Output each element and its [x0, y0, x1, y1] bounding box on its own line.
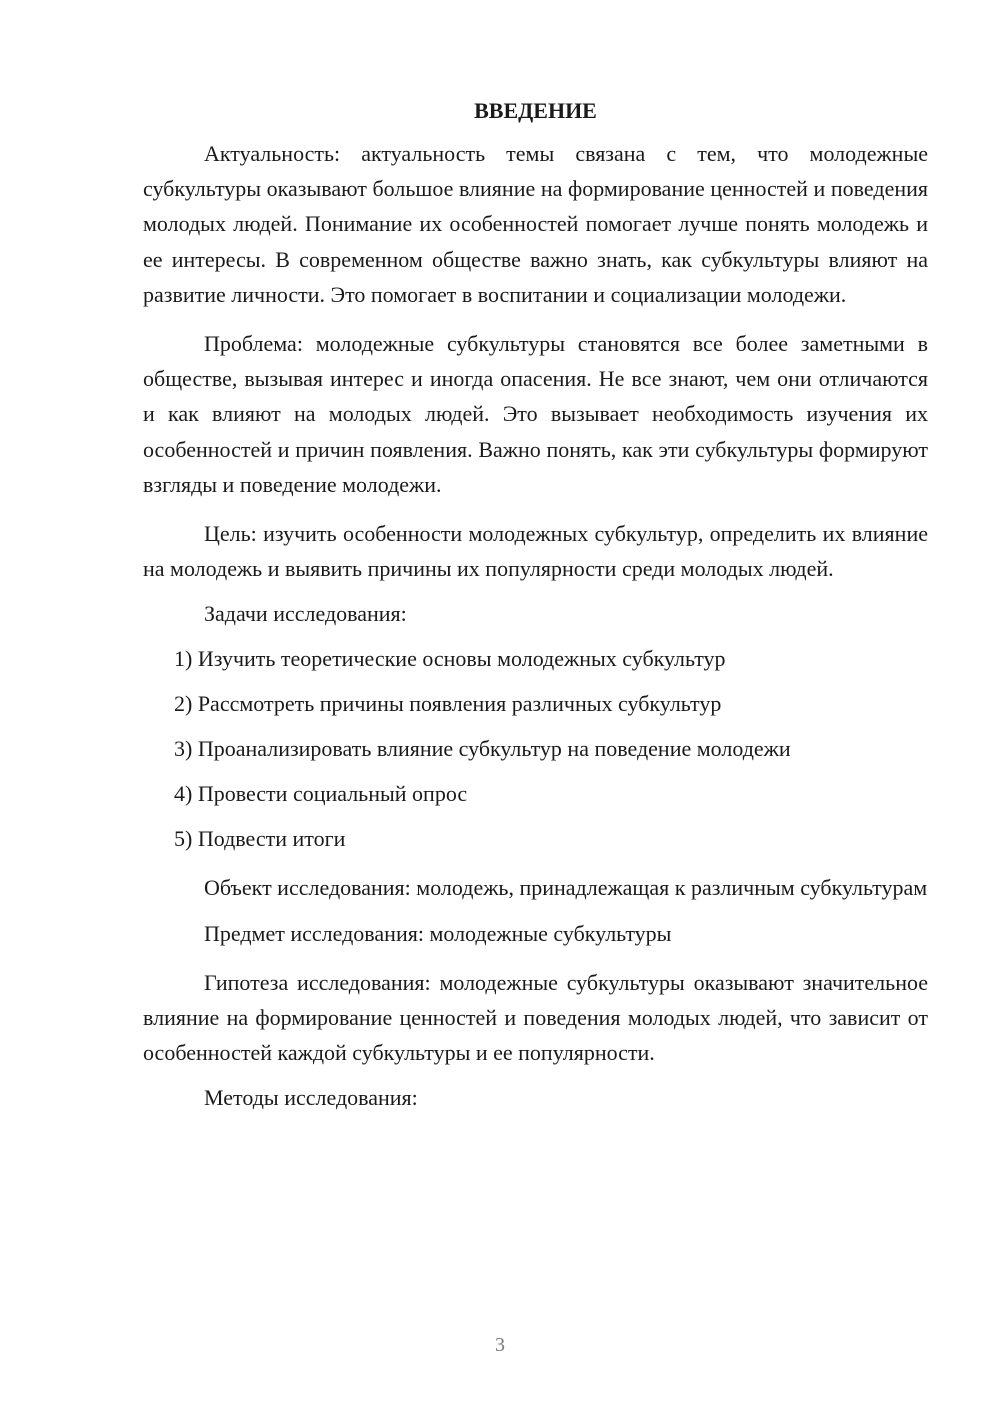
tasks-list: [143, 645, 928, 853]
list-item: 3) Проанализировать влияние субкультур на поведение молодежи: [174, 736, 791, 762]
list-item: 5) Подвести итоги: [174, 826, 346, 852]
tasks-heading: Задачи исследования:: [204, 601, 407, 627]
list-item: 1) Изучить теоретические основы молодежных субкультур: [174, 646, 726, 672]
page-content: [143, 96, 928, 1129]
list-item: 4) Провести социальный опрос: [174, 781, 468, 807]
hypothesis-paragraph: Гипотеза исследования: молодежные субкультуры оказывают значительное влияние на формирование ценностей и поведения молодых людей, что зависит от особенностей каждой субкультуры и ее популярности.: [143, 969, 928, 1066]
relevance-paragraph: Актуальность: актуальность темы связана с тем, что молодежные субкультуры оказывают большое влияние на формирование ценностей и поведения молодых людей. Понимание их особенностей помогает лучше понять молодежь и ее интересы. В современном обществе важно знать, как субкультуры влияют на развитие личности. Это помогает в воспитании и социализации молодежи.: [143, 141, 928, 307]
methods-heading: Методы исследования:: [204, 1085, 418, 1111]
problem-paragraph: Проблема: молодежные субкультуры становятся все более заметными в обществе, вызывая интерес и иногда опасения. Не все знают, чем они отличаются и как влияют на молодых людей. Это вызывает необходимость изучения их особенностей и причин появления. Важно понять, как эти субкультуры формируют взгляды и поведение молодежи.: [143, 331, 928, 497]
object-paragraph: Объект исследования: молодежь, принадлежащая к различным субкультурам: [204, 875, 928, 901]
section-title: ВВЕДЕНИЕ: [474, 98, 597, 123]
list-item: 2) Рассмотреть причины появления различных субкультур: [174, 691, 722, 717]
goal-paragraph: Цель: изучить особенности молодежных субкультур, определить их влияние на молодежь и выявить причины их популярности среди молодых людей.: [143, 521, 928, 582]
page-number: 3: [495, 1334, 505, 1356]
subject-paragraph: Предмет исследования: молодежные субкультуры: [204, 920, 672, 946]
